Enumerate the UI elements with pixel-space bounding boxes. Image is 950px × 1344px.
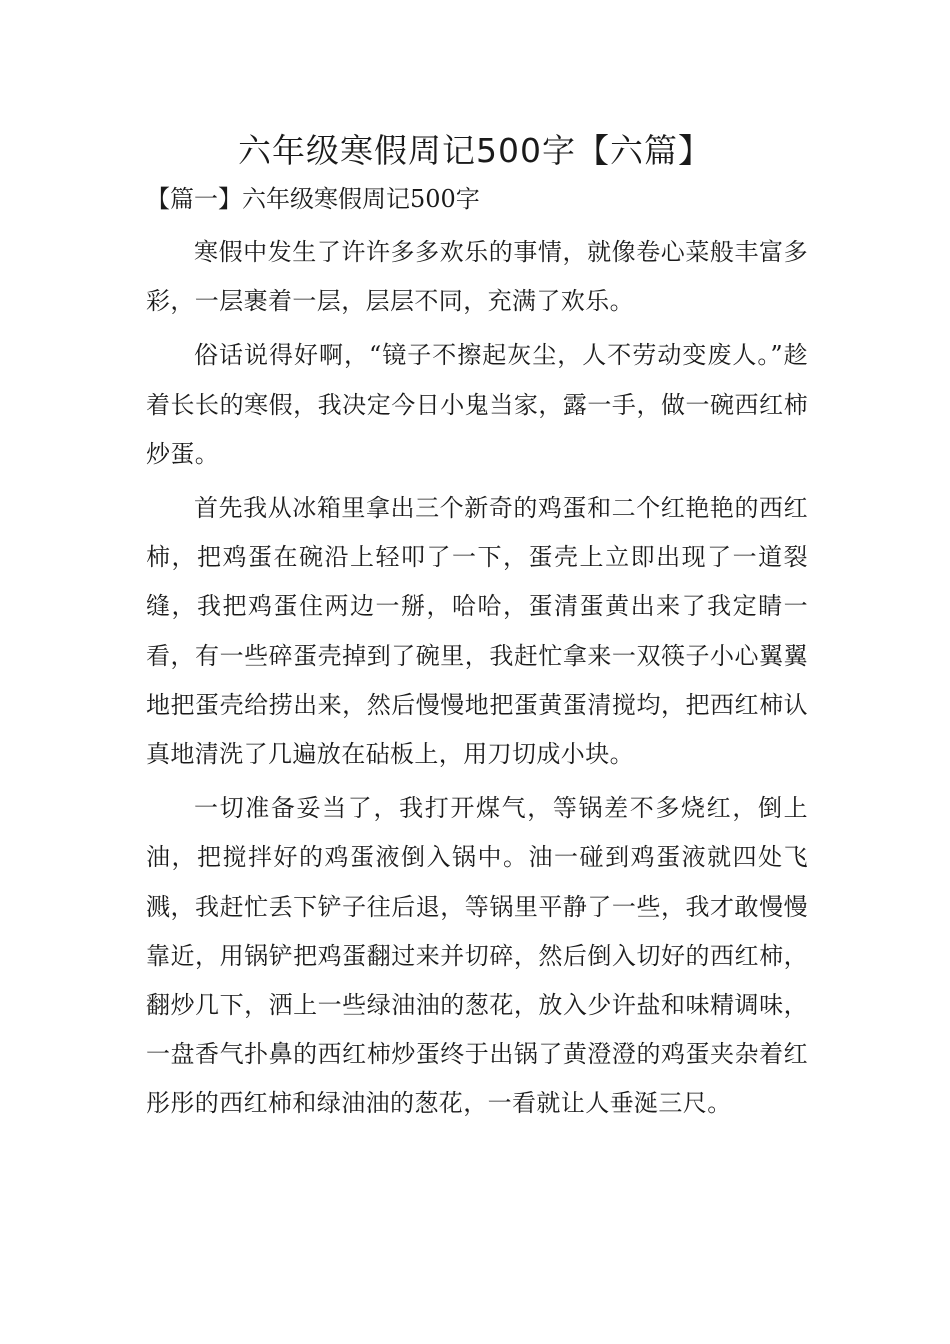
paragraph-2: 俗话说得好啊，“镜子不擦起灰尘，人不劳动变废人。”趁着长长的寒假，我决定今日小鬼当家，露一手，做一碗西红柿炒蛋。 (146, 341, 808, 468)
paragraph-4: 一切准备妥当了，我打开煤气，等锅差不多烧红，倒上油，把搅拌好的鸡蛋液倒入锅中。油一碰到鸡蛋液就四处飞溅，我赶忙丢下铲子往后退，等锅里平静了一些，我才敢慢慢靠近，用锅铲把鸡蛋翻过来并切碎，然后倒入切好的西红柿，翻炒几下，洒上一些绿油油的葱花，放入少许盐和味精调味，一盘香气扑鼻的西红柿炒蛋终于出锅了黄澄澄的鸡蛋夹杂着红彤彤的西红柿和绿油油的葱花，一看就让人垂涎三尺。 (146, 794, 808, 1118)
paragraph-1: 寒假中发生了许许多多欢乐的事情，就像卷心菜般丰富多彩，一层裹着一层，层层不同，充满了欢乐。 (146, 238, 808, 316)
section-heading: 【篇一】六年级寒假周记500字 (146, 185, 480, 213)
document-title: 六年级寒假周记500字【六篇】 (238, 131, 712, 170)
paragraph-3: 首先我从冰箱里拿出三个新奇的鸡蛋和二个红艳艳的西红柿，把鸡蛋在碗沿上轻叩了一下，蛋壳上立即出现了一道裂缝，我把鸡蛋住两边一掰，哈哈，蛋清蛋黄出来了我定睛一看，有一些碎蛋壳掉到了碗里，我赶忙拿来一双筷子小心翼翼地把蛋壳给捞出来，然后慢慢地把蛋黄蛋清搅均，把西红柿认真地清洗了几遍放在砧板上，用刀切成小块。 (146, 494, 808, 769)
article-body (146, 228, 808, 1129)
